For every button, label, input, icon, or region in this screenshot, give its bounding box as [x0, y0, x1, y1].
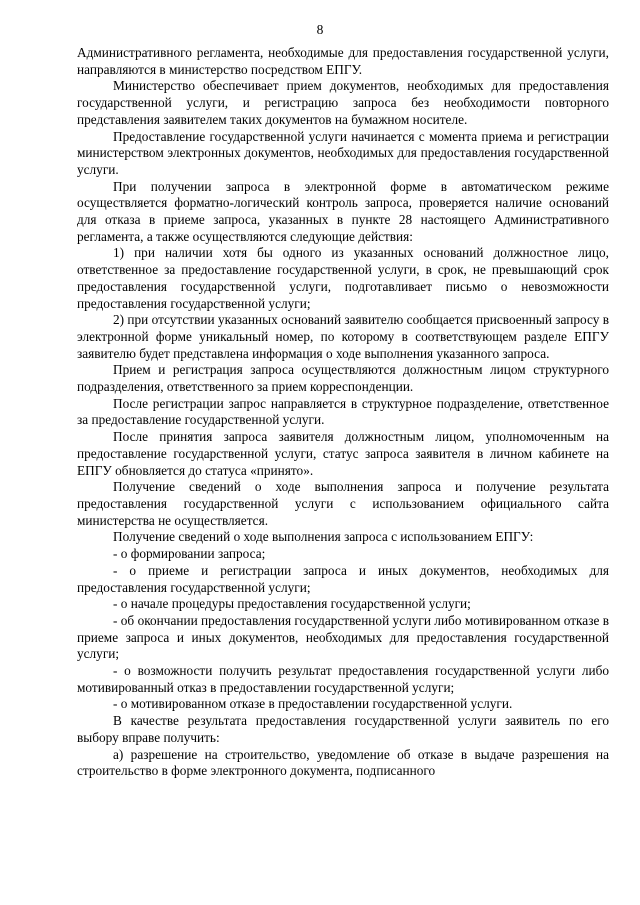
list-item: - о формировании запроса;: [113, 546, 266, 562]
paragraph: После принятия запроса заявителя должностным лицом, уполномоченным на предоставление государственной услуги, статус запроса заявителя в личном кабинете на ЕПГУ обновляется до статуса «принято».: [77, 429, 609, 478]
paragraph: Получение сведений о ходе выполнения запроса и получение результата предоставления государственной услуги с использованием официального сайта министерства не осуществляется.: [77, 479, 609, 528]
list-item: 1) при наличии хотя бы одного из указанных оснований должностное лицо, ответственное за предоставление государственной услуги, в срок, не превышающий срок предоставления государственной услуги, подготавливает письмо о невозможности предоставления государственной услуги;: [77, 245, 609, 311]
list-item: 2) при отсутствии указанных оснований заявителю сообщается присвоенный запросу в электронной форме уникальный номер, по которому в соответствующем разделе ЕПГУ заявителю будет представлена информация о ходе выполнения указанного запроса.: [77, 312, 609, 361]
paragraph: Предоставление государственной услуги начинается с момента приема и регистрации министерством электронных документов, необходимых для предоставления государственной услуги.: [77, 128, 609, 177]
list-item: а) разрешение на строительство, уведомление об отказе в выдаче разрешения на строительство в форме электронного документа, подписанного: [77, 746, 609, 779]
list-item: - о возможности получить результат предоставления государственной услуги либо мотивированный отказ в предоставлении государственной услуги;: [77, 663, 609, 695]
paragraph: После регистрации запрос направляется в структурное подразделение, ответственное за предоставление государственной услуги.: [77, 395, 609, 428]
list-item: - о начале процедуры предоставления государственной услуги;: [113, 596, 471, 612]
paragraph: В качестве результата предоставления государственной услуги заявитель по его выбору вправе получить:: [77, 713, 609, 745]
paragraph: Прием и регистрация запроса осуществляются должностным лицом структурного подразделения, ответственного за прием корреспонденции.: [77, 362, 609, 395]
paragraph: Министерство обеспечивает прием документов, необходимых для предоставления государственной услуги, и регистрацию запроса без необходимости повторного представления заявителем таких документов на бумажном носителе.: [77, 78, 609, 127]
document-body: [77, 45, 609, 780]
list-item: - о приеме и регистрации запроса и иных документов, необходимых для предоставления государственной услуги;: [77, 562, 609, 595]
paragraph: Административного регламента, необходимые для предоставления государственной услуги, направляются в министерство посредством ЕПГУ.: [77, 45, 609, 77]
list-item: - об окончании предоставления государственной услуги либо мотивированном отказе в приеме запроса и иных документов, необходимых для предоставления государственной услуги;: [77, 612, 609, 662]
paragraph: Получение сведений о ходе выполнения запроса с использованием ЕПГУ:: [113, 529, 534, 545]
list-item: - о мотивированном отказе в предоставлении государственной услуги.: [113, 696, 513, 712]
paragraph: При получении запроса в электронной форме в автоматическом режиме осуществляется форматно-логический контроль запроса, проверяется наличие оснований для отказа в приеме запроса, указанных в пункте 28 настоящего Административного регламента, а также осуществляются следующие действия:: [77, 178, 609, 244]
page-number: 8: [316, 22, 324, 37]
